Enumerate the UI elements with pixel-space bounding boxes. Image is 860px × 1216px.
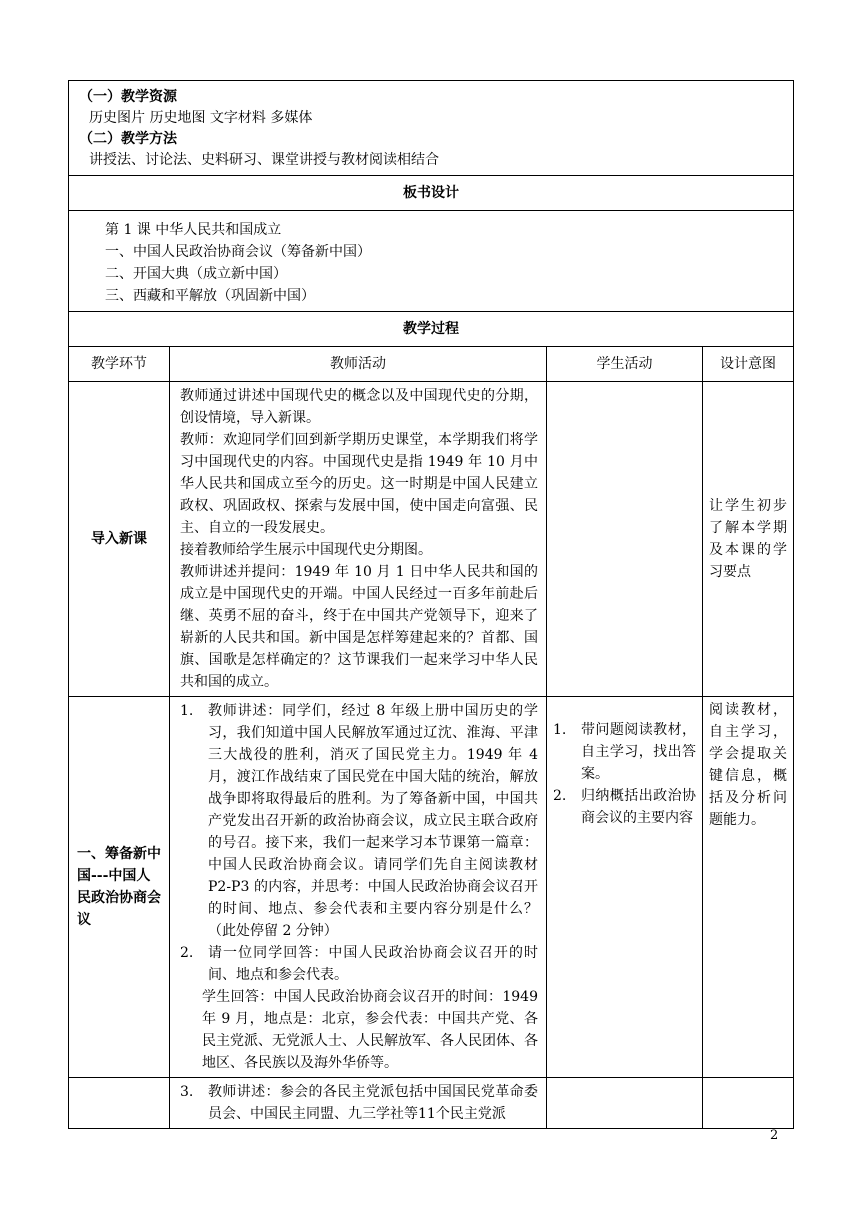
resources-cell [69,81,794,176]
item-number: 3. [180,1084,194,1100]
student-answer: 学生回答：中国人民政治协商会议召开的时间：1949 年 9 月，地点是：北京，参会代表：中国共产党、各民主党派、无党派人士、人民解放军、各人民团体、各地区、各民族以及海外华侨等。 [202,989,538,1071]
intro-paragraph: 教师通过讲述中国现代史的概念以及中国现代史的分期，创设情境，导入新课。 [180,388,538,426]
board-line: 三、西藏和平解放（巩固新中国） [105,288,315,304]
intro-stage: 导入新课 [69,382,170,697]
resources-items: 历史图片 历史地图 文字材料 多媒体 [89,110,313,126]
section1-student-activity [547,697,703,1078]
resources-title: （一）教学资源 [79,89,177,105]
list-item [553,785,696,829]
section1-stage: 一、筹备新中国---中国人民政治协商会议 [69,697,170,1078]
item-text: 教师讲述：参会的各民主党派包括中国国民党革命委员会、中国民主同盟、九三学社等11个民主党派 [208,1084,538,1122]
process-heading-row [69,312,794,347]
column-header-row [69,347,794,382]
process-heading: 教学过程 [69,312,794,347]
list-item [180,1081,538,1125]
section2-stage [69,1078,170,1129]
board-heading-row [69,176,794,211]
section1-row [69,697,794,1078]
item-number: 1. [180,703,194,719]
list-item [180,700,538,942]
section2-row [69,1078,794,1129]
column-header: 教师活动 [170,347,547,382]
intro-row [69,382,794,697]
intro-teacher-activity [170,382,547,697]
intro-intent: 让学生初步了解本学期及本课的学习要点 [703,382,794,697]
column-header: 设计意图 [703,347,794,382]
section1-teacher-list [180,700,538,986]
item-number: 1. [553,722,567,738]
section1-teacher-activity [170,697,547,1078]
intro-paragraph: 教师：欢迎同学们回到新学期历史课堂，本学期我们将学习中国现代史的内容。中国现代史是指 1949 年 10 月中华人民共和国成立至今的历史。这一时期是中国人民建立政权、巩固政权、探索与发展中国，使中国走向富强、民主、自立的一段发展史。 [180,432,538,536]
intro-student-activity [547,382,703,697]
section1-intent: 阅读教材，自主学习，学会提取关键信息，概括及分析问题能力。 [703,697,794,1078]
item-text: 带问题阅读教材，自主学习，找出答案。 [581,722,696,782]
board-heading: 板书设计 [69,176,794,211]
board-line: 第 1 课 中华人民共和国成立 [105,222,282,238]
item-text: 请一位同学回答：中国人民政治协商会议召开的时间、地点和参会代表。 [208,945,538,983]
section1-student-list [553,719,696,829]
section2-intent [703,1078,794,1129]
board-line: 二、开国大典（成立新中国） [105,266,287,282]
item-number: 2. [180,945,194,961]
methods-title: （二）教学方法 [79,131,177,147]
item-number: 2. [553,788,567,804]
board-row [69,211,794,312]
methods-items: 讲授法、讨论法、史料研习、课堂讲授与教材阅读相结合 [89,152,439,168]
column-header: 教学环节 [69,347,170,382]
board-line: 一、中国人民政治协商会议（筹备新中国） [105,244,371,260]
column-header: 学生活动 [547,347,703,382]
board-content [69,211,794,312]
section2-teacher-activity [170,1078,547,1129]
section2-teacher-list [180,1081,538,1125]
resources-row [69,81,794,176]
item-text: 归纳概括出政治协商会议的主要内容 [581,788,696,826]
intro-paragraph: 接着教师给学生展示中国现代史分期图。 [180,542,432,558]
lesson-plan-table [68,80,794,1129]
section2-student-activity [547,1078,703,1129]
list-item [180,942,538,986]
intro-paragraph: 教师讲述并提问：1949 年 10 月 1 日中华人民共和国的成立是中国现代史的开端。中国人民经过一百多年前赴后继、英勇不屈的奋斗，终于在中国共产党领导下，迎来了崭新的人民共和国。新中国是怎样筹建起来的？首都、国旗、国歌是怎样确定的？这节课我们一起来学习中华人民共和国的成立。 [180,564,538,690]
list-item [553,719,696,785]
page-number: 2 [770,1128,779,1143]
item-text: 教师讲述：同学们，经过 8 年级上册中国历史的学习，我们知道中国人民解放军通过辽沈、淮海、平津三大战役的胜利，消灭了国民党主力。1949 年 4 月，渡江作战结束了国民党在中国大陆的统治，解放战争即将取得最后的胜利。为了筹备新中国，中国共产党发出召开新的政治协商会议，成立民主联合政府的号召。接下来，我们一起来学习本节课第一篇章：中国人民政治协商会议。请同学们先自主阅读教材 P2-P3 的内容，并思考：中国人民政治协商会议召开的时间、地点、参会代表和主要内容分别是什么？（此处停留 2 分钟） [208,703,538,939]
